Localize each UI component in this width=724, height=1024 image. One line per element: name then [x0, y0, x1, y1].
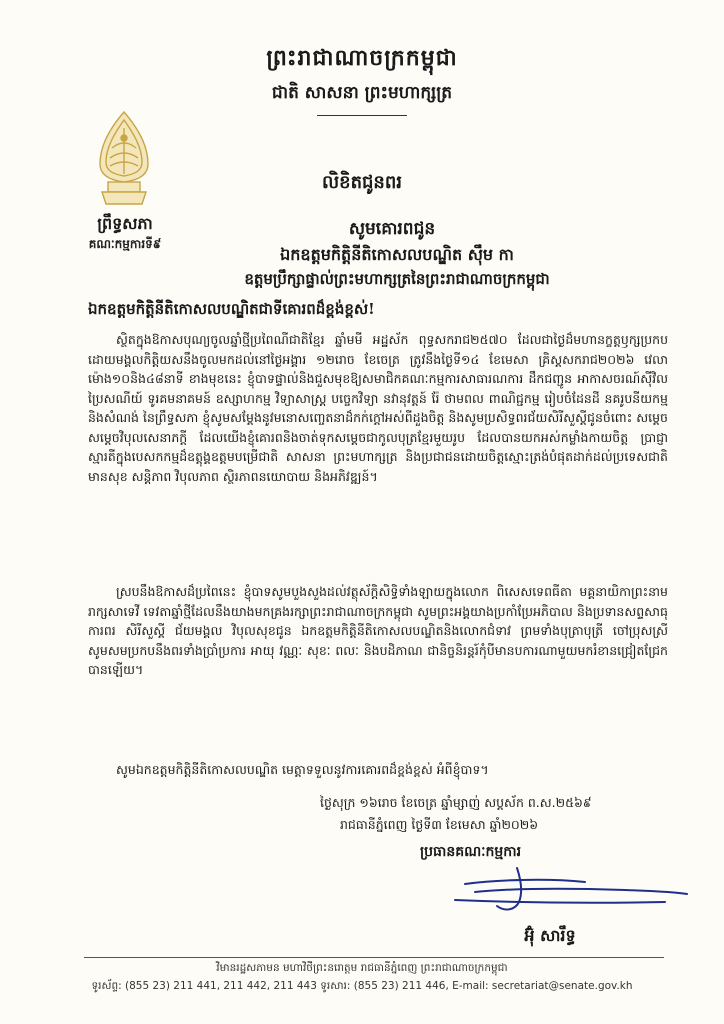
- footer-contact: ទូរស័ព្ទ: (855 23) 211 441, 211 442, 211 443 ទូរសារ: (855 23) 211 446, E-mail: secretariat@senate.gov.kh: [91, 980, 633, 992]
- place-date-line: រាជធានីភ្នំពេញ ថ្ងៃទី៣ ខែមេសា ឆ្នាំ២០២៦: [340, 817, 539, 832]
- footer-divider: [84, 957, 664, 958]
- signer-title: ប្រធានគណៈកម្មការ: [420, 844, 522, 860]
- salutation: ឯកឧត្តមកិត្តិនីតិកោសលបណ្ឌិតជាទីគោរពដ៏ខ្ពង់ខ្ពស់!: [88, 300, 375, 318]
- letter-header: [0, 44, 724, 116]
- closing-paragraph: សូមឯកឧត្តមកិត្តិនីតិកោសលបណ្ឌិត មេត្តាទទួលនូវការគោរពដ៏ខ្ពង់ខ្ពស់ អំពីខ្ញុំបាទ។: [116, 762, 489, 777]
- kingdom-title: ព្រះរាជាណាចក្រកម្ពុជា: [266, 45, 458, 71]
- footer-address: វិមានរដ្ឋសភាមន មហាវិថីព្រះនរោត្តម រាជធានីភ្នំពេញ ព្រះរាជាណាចក្រកម្ពុជា: [216, 962, 508, 974]
- signer-name: អ៊ុំ សារឹទ្ធ: [524, 926, 576, 945]
- body-paragraph-1: ស្ថិតក្នុងឱកាសបុណ្យចូលឆ្នាំថ្មីប្រពៃណីជាតិខ្មែរ ឆ្នាំមមី អដ្ឋស័ក ពុទ្ធសករាជ២៥៧០ ដែលជាថ្ងៃដ៏មហានក្ខត្តឫក្សប្រកបដោយមង្គលកិត្តិយសនឹងចូលមកដល់នៅថ្ងៃអង្គារ ១២រោច ខែចេត្រ ត្រូវនឹងថ្ងៃទី១៤ ខែមេសា គ្រិស្តសករាជ២០២៦ វេលាម៉ោង១០និង៤៨នាទី ខាងមុខនេះ ខ្ញុំបាទផ្ទាល់និងជួសមុខឱ្យសមាជិកគណៈកម្មការសាធារណការ ដឹកជញ្ជូន អាកាសចរណ៍ស៊ីវិល ប្រៃសណីយ៍ ទូរគមនាគមន៍ ឧស្សាហកម្ម វិទ្យាសាស្ត្រ បច្ចេកវិទ្យា នវានុវត្តន៍ រ៉ែ ថាមពល ពាណិជ្ជកម្ម រៀបចំដែនដី នគរូបនីយកម្ម និងសំណង់ នៃព្រឹទ្ធសភា ខ្ញុំសូមសម្ដែងនូវមនោសញ្ចេតនាដ៏កក់ក្ដៅអស់ពីដួងចិត្ត និងសូមប្រសិទ្ធពរជ័យសិរីសួស្តីជូនចំពោះ សម្ដេចសម្ដេចវិបុលសេនាភក្ដី ដែលយើងខ្ញុំគោរពនិងចាត់ទុកសម្ដេចជាកូលបុត្រខ្មែរមួយរូប ដែលបានយកអស់កម្លាំងកាយចិត្ត ប្រាជ្ញាស្មារតីក្នុងបេសកកម្មដ៏ឧត្តុង្គឧត្តមបម្រើជាតិ សាសនា ព្រះមហាក្សត្រ និងប្រជាជនដោយចិត្តស្មោះត្រង់បំផុតដាក់ដល់ប្រទេសជាតិមានសុខ សន្តិភាព វិបុលភាព ស្ថិរភាពនយោបាយ និងអភិវឌ្ឍន៍។: [88, 332, 668, 484]
- body-paragraph-2: ស្របនឹងឱកាសដ៏ប្រពៃនេះ ខ្ញុំបាទសូមបួងសួងដល់វត្ថុស័ក្តិសិទ្ធិទាំងឡាយក្នុងលោក ពិសេសទេពធីតា មគ្គនាយិកាព្រះនាមរាក្សសាទេវី ទេវតាឆ្នាំថ្មីដែលនឹងយាងមកគ្រងរក្សាព្រះរាជាណាចក្រកម្ពុជា សូមព្រះអង្គយាងប្រកាំប្រែអភិបាល និងប្រទានសព្ទសាធុការពរ សិរីសួស្តី ជ័យមង្គល វិបុលសុខជូន ឯកឧត្តមកិត្តិនីតិកោសលបណ្ឌិតនិងលោកជំទាវ ព្រមទាំងបុត្រាបុត្រី ចៅប្រុសស្រី សូមសមប្រកបនឹងពរទាំងប្រាំប្រការ អាយុ វណ្ណៈ សុខៈ ពលៈ និងបដិភាណ ជានិច្ចនិរន្តរ៍កុំបីមានបការណាមួយមករំខានជ្រៀតជ្រែកបានឡើយ។: [88, 584, 668, 677]
- motto-divider: [317, 115, 407, 116]
- recipient-name: ឯកឧត្តមកិត្តិនីតិកោសលបណ្ឌិត ស៊ឹម កា: [280, 245, 514, 264]
- respect-to-line: សូមគោរពជូន: [348, 219, 436, 239]
- letter-type-title: លិខិតជូនពរ: [322, 172, 402, 193]
- handwritten-signature-icon: [425, 862, 705, 922]
- national-motto: ជាតិ សាសនា ព្រះមហាក្សត្រ: [271, 83, 453, 103]
- lunar-date-line: ថ្ងៃសុក្រ ១៦រោច ខែចេត្រ ឆ្នាំម្សាញ់ សប្តស័ក ព.ស.២៥៦៩: [320, 795, 592, 810]
- committee-name: គណៈកម្មការទី៩: [88, 237, 162, 251]
- recipient-title: ឧត្តមប្រឹក្សាផ្ទាល់ព្រះមហាក្សត្រនៃព្រះរាជាណាចក្រកម្ពុជា: [244, 270, 550, 288]
- senate-name: ព្រឹទ្ធសភា: [97, 214, 153, 233]
